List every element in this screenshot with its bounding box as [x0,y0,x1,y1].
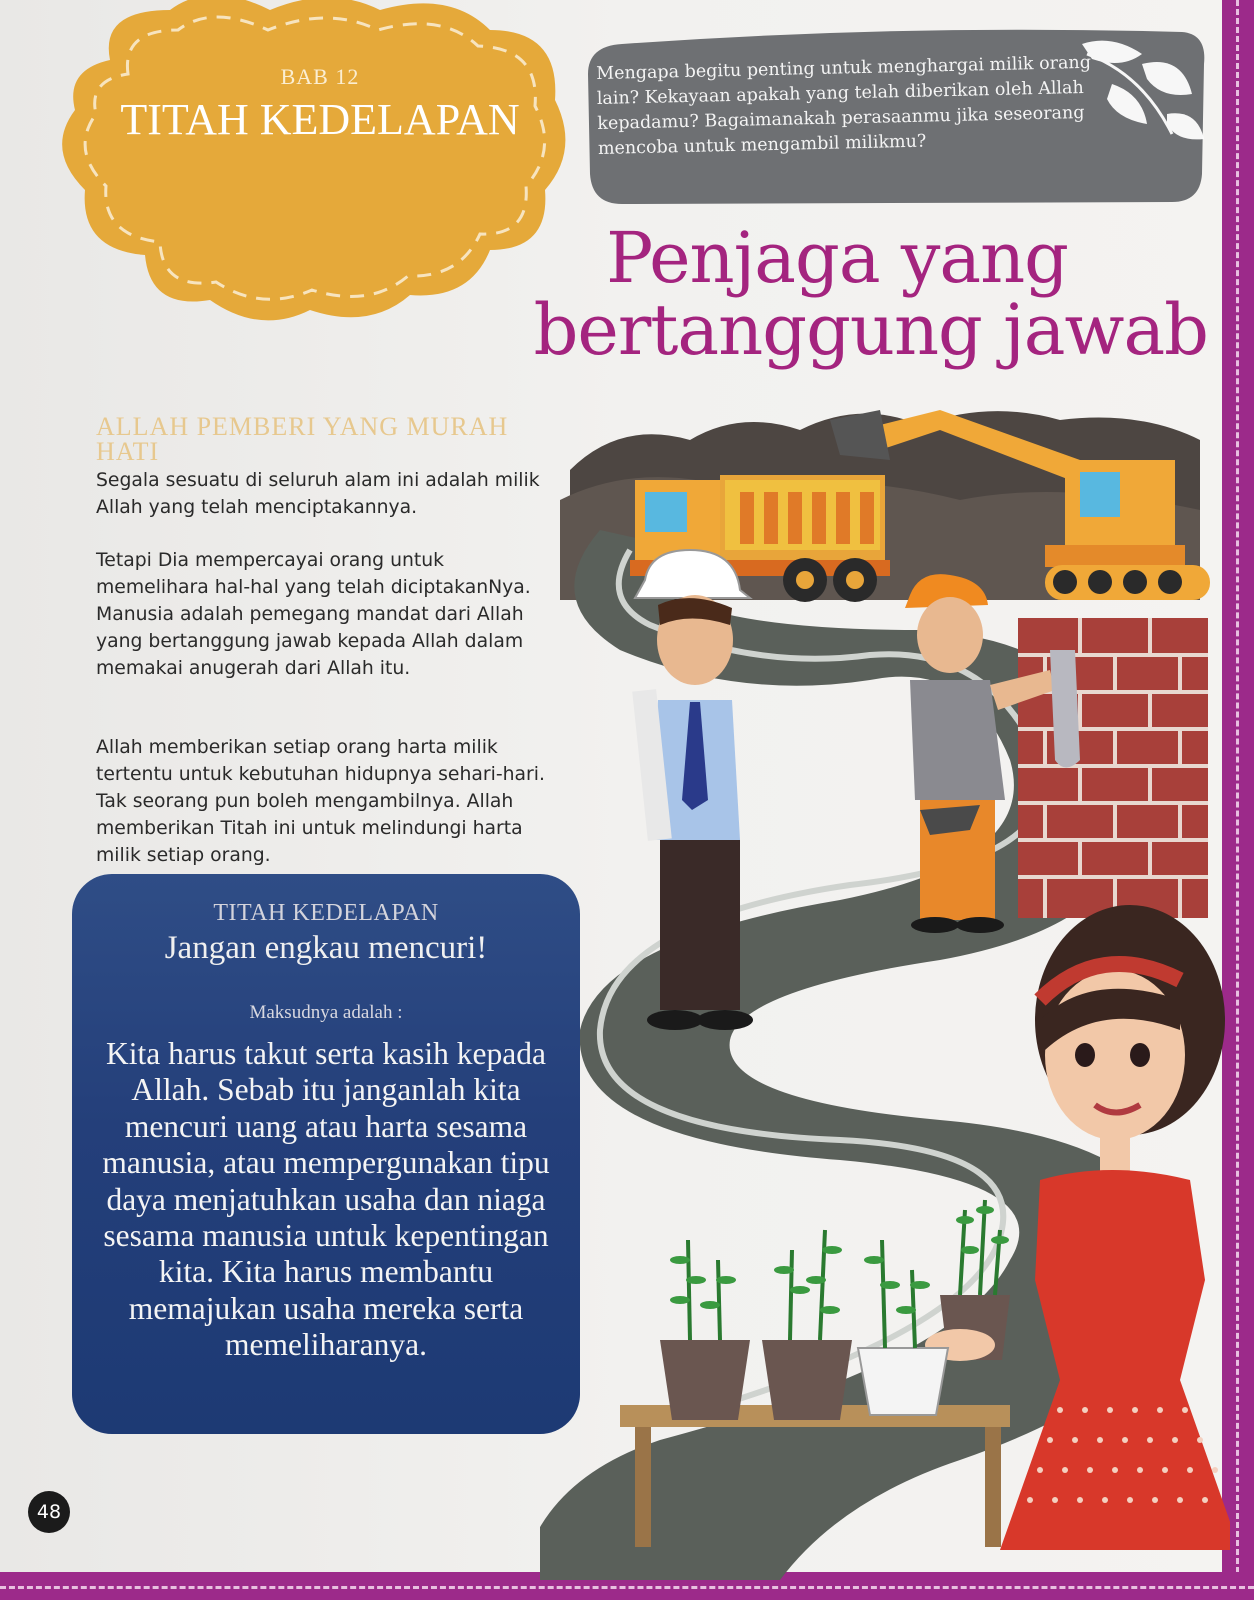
stewardship-illustration [540,380,1230,1580]
chapter-cloud-badge [40,0,580,340]
chapter-number: BAB 12 [280,64,360,89]
border-stitch-right [1236,0,1239,1600]
main-title [528,217,1208,371]
commandment-label: TITAH KEDELAPAN [213,900,439,926]
meaning-text: Kita harus takut serta kasih kepada Allah. Sebab itu janganlah kita mencuri uang atau harta sesama manusia, atau mempergunakan tipu daya menjatuhkan usaha dan niaga sesama manusia untuk kepentingan kita. Kita harus membantu memajukan usaha mereka serta memeliharanya. [102,1036,550,1363]
body-paragraph-1: Segala sesuatu di seluruh alam ini adalah milik Allah yang telah menciptakannya. [96,470,540,518]
section-heading: ALLAH PEMBERI YANG MURAH HATI [96,412,509,466]
main-title-line1: Penjaga yang [606,217,1068,299]
meaning-label: Maksudnya adalah : [249,1002,403,1023]
page-number: 48 [28,1491,70,1533]
border-stitch-bottom [0,1586,1254,1589]
body-paragraph-2: Tetapi Dia mempercayai orang untuk memelihara hal-hal yang telah diciptakanNya. Manusia adalah pemegang mandat dari Allah yang bertanggung jawab kepada Allah dalam memakai anugerah dari Allah itu. [96,550,531,679]
main-title-line2: bertanggung jawab [533,289,1208,371]
body-paragraph-3: Allah memberikan setiap orang harta milik tertentu untuk kebutuhan hidupnya sehari-hari. Tak seorang pun boleh mengambilnya. Allah memberikan Titah ini untuk melindungi harta milik setiap orang. [96,737,545,866]
intro-question: Mengapa begitu penting untuk menghargai milik orang lain? Kekayaan apakah yang telah diberikan oleh Allah kepadamu? Bagaimanakah perasaanmu jika seseorang mencoba untuk mengambil milikmu? [596,52,1092,159]
commandment-text: Jangan engkau mencuri! [164,930,488,966]
chapter-title: TITAH KEDELAPAN [120,95,520,144]
brick-wall-icon [1018,618,1208,918]
